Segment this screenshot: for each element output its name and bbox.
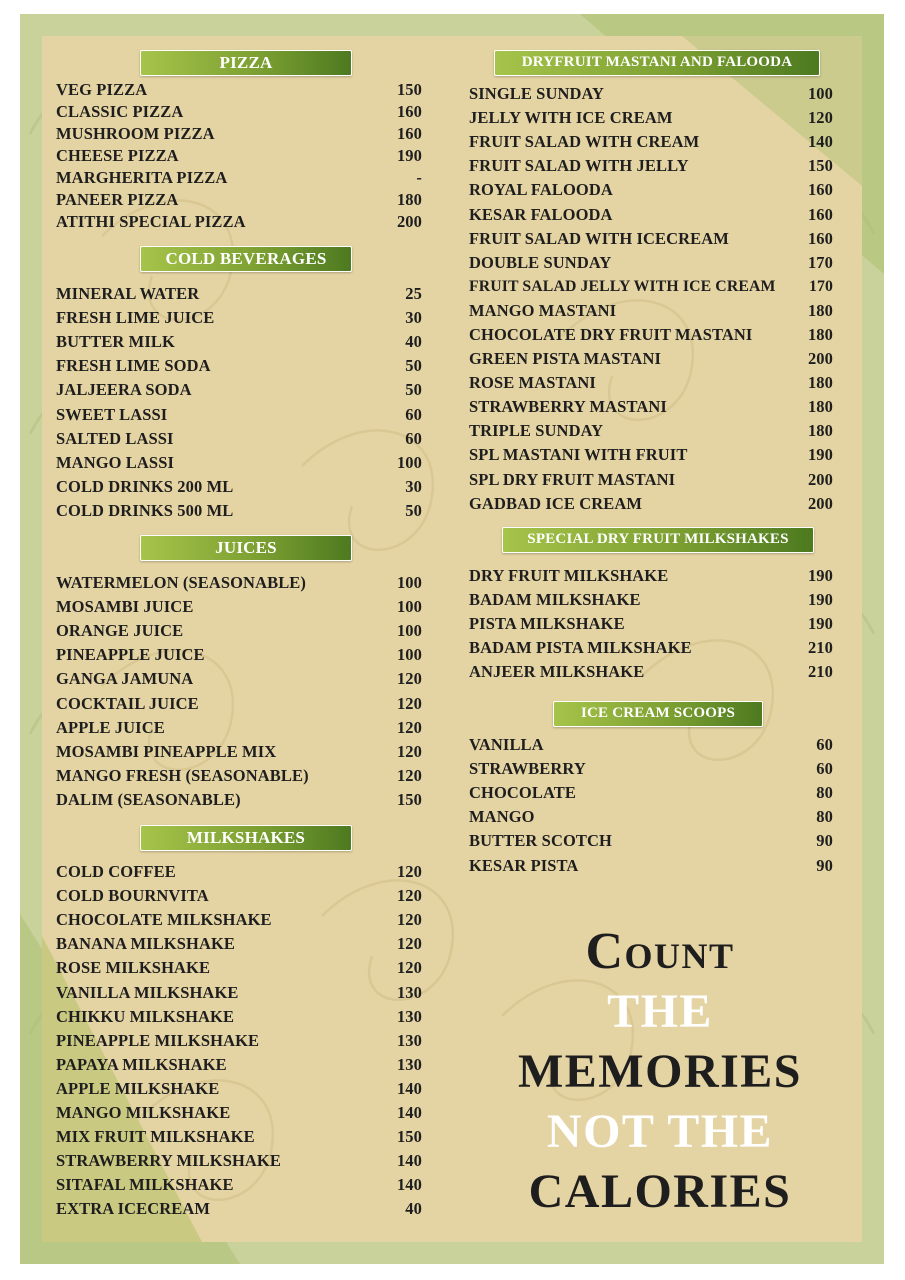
list-item xyxy=(56,740,422,764)
list-item xyxy=(56,1125,422,1149)
item-name: JALJEERA SODA xyxy=(56,380,192,400)
item-price: 90 xyxy=(816,855,833,875)
list-item xyxy=(56,860,422,884)
item-price: 140 xyxy=(396,1151,422,1171)
item-price: 50 xyxy=(405,380,422,400)
item-price: 100 xyxy=(396,573,422,593)
item-price: 60 xyxy=(405,404,422,424)
quote-line: CALORIES xyxy=(528,1165,792,1218)
item-name: SALTED LASSI xyxy=(56,428,174,448)
item-price: 130 xyxy=(396,982,422,1002)
list-item xyxy=(469,130,833,154)
item-name: GADBAD ICE CREAM xyxy=(469,493,643,513)
item-price: 60 xyxy=(816,735,833,755)
item-name: FRUIT SALAD WITH JELLY xyxy=(469,156,689,176)
item-price: 160 xyxy=(807,228,833,248)
item-price: 180 xyxy=(396,190,422,209)
item-name: SPL DRY FRUIT MASTANI xyxy=(469,469,676,489)
item-price: - xyxy=(416,168,422,187)
item-price: 90 xyxy=(816,831,833,851)
item-name: BADAM PISTA MILKSHAKE xyxy=(469,638,692,658)
list-item xyxy=(469,82,833,106)
item-name: MOSAMBI JUICE xyxy=(56,597,194,617)
section-header-dryfruit-mastani: DRYFRUIT MASTANI AND FALOODA xyxy=(494,50,820,76)
item-price: 200 xyxy=(807,469,833,489)
item-price: 150 xyxy=(807,156,833,176)
item-price: 140 xyxy=(396,1102,422,1122)
ice-cream-scoops-list xyxy=(469,733,833,878)
list-item xyxy=(469,805,833,829)
list-item xyxy=(56,306,422,330)
quote-line: Count xyxy=(585,923,735,980)
list-item xyxy=(469,443,833,467)
item-name: MIX FRUIT MILKSHAKE xyxy=(56,1127,255,1147)
list-item xyxy=(469,323,833,347)
item-name: COLD DRINKS 500 ML xyxy=(56,500,234,520)
list-item xyxy=(56,1197,422,1221)
item-price: 60 xyxy=(405,428,422,448)
item-name: APPLE JUICE xyxy=(56,717,165,737)
item-price: 25 xyxy=(405,284,422,304)
item-name: ROSE MILKSHAKE xyxy=(56,958,211,978)
list-item xyxy=(56,499,422,523)
list-item xyxy=(56,101,422,123)
list-item xyxy=(56,619,422,643)
item-price: 160 xyxy=(396,124,422,143)
item-price: 120 xyxy=(396,958,422,978)
list-item xyxy=(56,123,422,145)
list-item xyxy=(56,354,422,378)
item-name: FRESH LIME JUICE xyxy=(56,308,215,328)
list-item xyxy=(469,636,833,660)
item-price: 140 xyxy=(396,1175,422,1195)
item-price: 150 xyxy=(396,80,422,99)
item-price: 40 xyxy=(405,332,422,352)
item-name: PAPAYA MILKSHAKE xyxy=(56,1054,227,1074)
item-name: ATITHI SPECIAL PIZZA xyxy=(56,212,246,231)
list-item xyxy=(56,378,422,402)
list-item xyxy=(469,395,833,419)
list-item xyxy=(56,1149,422,1173)
list-item xyxy=(469,468,833,492)
item-name: ROSE MASTANI xyxy=(469,373,596,393)
item-price: 210 xyxy=(807,662,833,682)
item-name: ANJEER MILKSHAKE xyxy=(469,662,645,682)
list-item xyxy=(469,202,833,226)
section-header-pizza: PIZZA xyxy=(140,50,352,76)
item-name: DOUBLE SUNDAY xyxy=(469,252,612,272)
list-item xyxy=(56,475,422,499)
item-name: PISTA MILKSHAKE xyxy=(469,614,625,634)
list-item xyxy=(56,145,422,167)
item-name: ORANGE JUICE xyxy=(56,621,184,641)
list-item xyxy=(469,853,833,877)
list-item xyxy=(469,347,833,371)
list-item xyxy=(469,781,833,805)
item-price: 100 xyxy=(396,645,422,665)
item-price: 130 xyxy=(396,1054,422,1074)
item-name: COLD COFFEE xyxy=(56,862,176,882)
list-item xyxy=(469,564,833,588)
item-price: 30 xyxy=(405,476,422,496)
item-name: BANANA MILKSHAKE xyxy=(56,934,235,954)
list-item xyxy=(469,154,833,178)
section-header-milkshakes: MILKSHAKES xyxy=(140,825,352,851)
item-name: BUTTER SCOTCH xyxy=(469,831,612,851)
item-price: 120 xyxy=(396,765,422,785)
item-price: 120 xyxy=(396,862,422,882)
item-name: KESAR PISTA xyxy=(469,855,579,875)
item-name: PANEER PIZZA xyxy=(56,190,179,209)
item-name: VEG PIZZA xyxy=(56,80,148,99)
item-price: 120 xyxy=(396,717,422,737)
item-price: 30 xyxy=(405,308,422,328)
item-name: BUTTER MILK xyxy=(56,332,175,352)
list-item xyxy=(469,227,833,251)
item-price: 100 xyxy=(396,452,422,472)
list-item xyxy=(56,788,422,812)
item-name: CHOCOLATE xyxy=(469,783,576,803)
item-price: 120 xyxy=(396,669,422,689)
quote-line: MEMORIES xyxy=(517,1045,802,1098)
list-item xyxy=(56,330,422,354)
list-item xyxy=(56,1077,422,1101)
item-price: 80 xyxy=(816,807,833,827)
list-item xyxy=(469,106,833,130)
item-name: VANILLA MILKSHAKE xyxy=(56,982,239,1002)
juices-list xyxy=(56,571,422,812)
list-item xyxy=(56,884,422,908)
item-name: BADAM MILKSHAKE xyxy=(469,590,641,610)
item-price: 200 xyxy=(396,212,422,231)
item-price: 140 xyxy=(396,1078,422,1098)
section-header-dryfruit-milkshakes: SPECIAL DRY FRUIT MILKSHAKES xyxy=(502,527,814,553)
list-item xyxy=(469,733,833,757)
list-item xyxy=(469,757,833,781)
item-price: 120 xyxy=(396,886,422,906)
list-item xyxy=(469,371,833,395)
list-item xyxy=(56,1053,422,1077)
item-name: MOSAMBI PINEAPPLE MIX xyxy=(56,741,277,761)
list-item xyxy=(56,571,422,595)
item-price: 130 xyxy=(396,1030,422,1050)
list-item xyxy=(469,251,833,275)
section-header-ice-cream-scoops: ICE CREAM SCOOPS xyxy=(553,701,763,727)
pizza-list xyxy=(56,79,422,233)
item-price: 160 xyxy=(396,102,422,121)
item-name: PINEAPPLE JUICE xyxy=(56,645,205,665)
list-item xyxy=(56,167,422,189)
item-name: COLD BOURNVITA xyxy=(56,886,209,906)
item-price: 160 xyxy=(807,180,833,200)
item-name: MARGHERITA PIZZA xyxy=(56,168,228,187)
list-item xyxy=(469,299,833,323)
list-item xyxy=(56,282,422,306)
section-header-juices: JUICES xyxy=(140,535,352,561)
item-price: 170 xyxy=(809,277,833,295)
item-price: 120 xyxy=(396,693,422,713)
item-name: GREEN PISTA MASTANI xyxy=(469,349,661,369)
item-name: STRAWBERRY xyxy=(469,759,586,779)
list-item xyxy=(56,932,422,956)
item-name: STRAWBERRY MILKSHAKE xyxy=(56,1151,281,1171)
list-item xyxy=(469,829,833,853)
item-name: DALIM (SEASONABLE) xyxy=(56,789,241,809)
item-name: SPL MASTANI WITH FRUIT xyxy=(469,445,688,465)
item-price: 40 xyxy=(405,1199,422,1219)
list-item xyxy=(56,427,422,451)
item-name: MANGO MILKSHAKE xyxy=(56,1102,231,1122)
list-item xyxy=(56,667,422,691)
dryfruit-milkshakes-list xyxy=(469,564,833,684)
section-header-cold-beverages: COLD BEVERAGES xyxy=(140,246,352,272)
item-price: 180 xyxy=(807,397,833,417)
milkshakes-list xyxy=(56,860,422,1221)
item-name: MANGO MASTANI xyxy=(469,300,617,320)
item-price: 180 xyxy=(807,324,833,344)
item-price: 200 xyxy=(807,349,833,369)
item-name: CHOCOLATE DRY FRUIT MASTANI xyxy=(469,324,753,344)
item-price: 120 xyxy=(396,910,422,930)
item-name: JELLY WITH ICE CREAM xyxy=(469,108,673,128)
item-name: CHEESE PIZZA xyxy=(56,146,179,165)
item-price: 180 xyxy=(807,300,833,320)
item-price: 60 xyxy=(816,759,833,779)
item-name: CHIKKU MILKSHAKE xyxy=(56,1006,235,1026)
item-price: 120 xyxy=(807,108,833,128)
list-item xyxy=(56,908,422,932)
item-name: ROYAL FALOODA xyxy=(469,180,613,200)
list-item xyxy=(56,1029,422,1053)
list-item xyxy=(56,1005,422,1029)
quote-line: NOT THE xyxy=(546,1105,774,1158)
item-price: 190 xyxy=(396,146,422,165)
item-price: 190 xyxy=(807,445,833,465)
item-price: 190 xyxy=(807,590,833,610)
item-name: FRUIT SALAD WITH ICECREAM xyxy=(469,228,729,248)
list-item xyxy=(56,956,422,980)
item-name: SINGLE SUNDAY xyxy=(469,84,605,104)
list-item xyxy=(56,189,422,211)
item-price: 190 xyxy=(807,614,833,634)
item-name: MANGO xyxy=(469,807,535,827)
item-name: MANGO LASSI xyxy=(56,452,174,472)
item-name: DRY FRUIT MILKSHAKE xyxy=(469,566,669,586)
item-price: 180 xyxy=(807,421,833,441)
list-item xyxy=(469,492,833,516)
item-price: 210 xyxy=(807,638,833,658)
item-price: 50 xyxy=(405,356,422,376)
quote-line: THE xyxy=(607,985,713,1038)
list-item xyxy=(469,178,833,202)
list-item xyxy=(469,588,833,612)
list-item xyxy=(56,211,422,233)
cold-beverages-list xyxy=(56,282,422,523)
item-name: SWEET LASSI xyxy=(56,404,168,424)
item-name: EXTRA ICECREAM xyxy=(56,1199,211,1219)
item-price: 100 xyxy=(396,621,422,641)
list-item xyxy=(469,419,833,443)
item-price: 130 xyxy=(396,1006,422,1026)
item-price: 190 xyxy=(807,566,833,586)
item-price: 170 xyxy=(807,252,833,272)
list-item xyxy=(56,402,422,426)
item-price: 100 xyxy=(396,597,422,617)
item-price: 180 xyxy=(807,373,833,393)
item-price: 120 xyxy=(396,934,422,954)
list-item xyxy=(56,764,422,788)
item-name: VANILLA xyxy=(469,735,544,755)
item-price: 200 xyxy=(807,493,833,513)
list-item xyxy=(56,79,422,101)
item-price: 150 xyxy=(396,789,422,809)
item-name: FRUIT SALAD WITH CREAM xyxy=(469,132,700,152)
item-name: STRAWBERRY MASTANI xyxy=(469,397,667,417)
item-name: SITAFAL MILKSHAKE xyxy=(56,1175,234,1195)
item-name: MANGO FRESH (SEASONABLE) xyxy=(56,765,309,785)
item-name: CHOCOLATE MILKSHAKE xyxy=(56,910,272,930)
item-name: COCKTAIL JUICE xyxy=(56,693,199,713)
list-item xyxy=(56,643,422,667)
list-item xyxy=(469,660,833,684)
item-price: 120 xyxy=(396,741,422,761)
list-item xyxy=(56,1173,422,1197)
dryfruit-mastani-list xyxy=(469,82,833,516)
list-item xyxy=(56,716,422,740)
item-price: 50 xyxy=(405,500,422,520)
item-price: 150 xyxy=(396,1127,422,1147)
list-item xyxy=(56,451,422,475)
item-name: FRESH LIME SODA xyxy=(56,356,211,376)
tagline-quote xyxy=(480,922,840,1222)
list-item xyxy=(56,980,422,1004)
item-name: KESAR FALOODA xyxy=(469,204,613,224)
item-name: FRUIT SALAD JELLY WITH ICE CREAM xyxy=(469,277,776,295)
item-name: MUSHROOM PIZZA xyxy=(56,124,215,143)
item-price: 80 xyxy=(816,783,833,803)
item-name: PINEAPPLE MILKSHAKE xyxy=(56,1030,260,1050)
list-item xyxy=(469,275,833,299)
item-name: TRIPLE SUNDAY xyxy=(469,421,604,441)
item-price: 100 xyxy=(807,84,833,104)
list-item xyxy=(56,595,422,619)
item-price: 160 xyxy=(807,204,833,224)
item-name: GANGA JAMUNA xyxy=(56,669,194,689)
item-name: CLASSIC PIZZA xyxy=(56,102,184,121)
item-name: COLD DRINKS 200 ML xyxy=(56,476,234,496)
list-item xyxy=(56,691,422,715)
list-item xyxy=(469,612,833,636)
item-name: APPLE MILKSHAKE xyxy=(56,1078,220,1098)
item-price: 140 xyxy=(807,132,833,152)
item-name: WATERMELON (SEASONABLE) xyxy=(56,573,306,593)
item-name: MINERAL WATER xyxy=(56,284,200,304)
list-item xyxy=(56,1101,422,1125)
